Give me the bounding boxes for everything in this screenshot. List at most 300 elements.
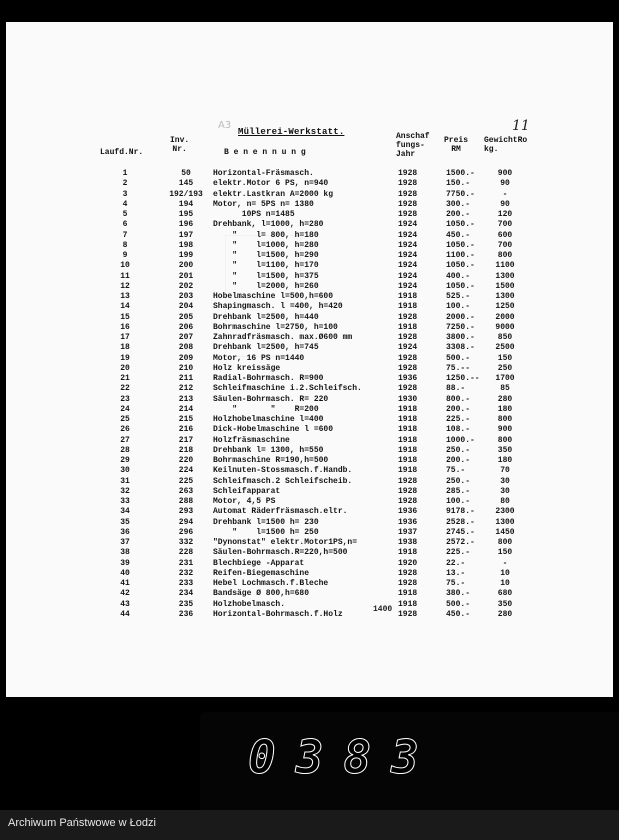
table-row [100, 272, 540, 282]
cell-laufd-nr: 10 [120, 261, 130, 271]
archive-label: Archiwum Państwowe w Łodzi [8, 817, 156, 829]
cell-inv-nr: 220 [178, 456, 194, 465]
cell-laufd-nr: 17 [120, 333, 130, 342]
cell-weight: 90 [500, 199, 510, 209]
cell-price: 2572.- [446, 538, 475, 547]
cell-inv-nr: 218 [178, 445, 194, 455]
cell-weight: 350 [497, 445, 513, 455]
inventory-table [100, 169, 540, 620]
cell-year: 1918 [398, 404, 418, 414]
cell-year: 1924 [398, 251, 418, 260]
cell-weight: - [502, 558, 508, 568]
cell-year: 1924 [398, 281, 418, 291]
cell-price: 1000.- [446, 435, 475, 445]
cell-laufd-nr: 23 [120, 394, 130, 404]
cell-inv-nr: 203 [178, 292, 194, 301]
cell-year: 1936 [398, 374, 418, 383]
table-row [100, 497, 540, 507]
cell-price: 100.- [446, 302, 471, 312]
cell-laufd-nr: 33 [120, 497, 130, 506]
cell-benennung: elektr.Lastkran A=2000 kg [213, 189, 334, 199]
cell-inv-nr: 332 [178, 538, 194, 547]
cell-year: 1930 [398, 394, 418, 404]
cell-year: 1918 [398, 599, 418, 609]
cell-laufd-nr: 40 [120, 568, 130, 578]
cell-laufd-nr: 37 [120, 538, 130, 547]
cell-price: 225.- [446, 548, 471, 558]
cell-benennung: Motor, n= 5PS n= 1380 [213, 199, 314, 209]
cell-benennung: Holzhobelmasch. [213, 599, 286, 609]
table-row [100, 507, 540, 517]
cell-benennung: Säulen-Bohrmasch.R=220,h=500 [213, 548, 348, 558]
cell-laufd-nr: 42 [120, 589, 130, 599]
cell-year: 1928 [398, 210, 418, 219]
table-row [100, 282, 540, 292]
cell-inv-nr: 232 [178, 568, 194, 578]
cell-weight: 350 [497, 599, 513, 609]
cell-inv-nr: 215 [178, 415, 194, 424]
cell-benennung: " l=1500 h= 250 [213, 527, 319, 537]
cell-inv-nr: 228 [178, 548, 194, 558]
cell-price: 75.-- [446, 363, 471, 373]
cell-benennung: Motor, 16 PS n=1440 [213, 353, 305, 363]
cell-price: 200.- [446, 210, 471, 219]
header-preis: Preis RM [444, 136, 469, 154]
cell-price: 380.- [446, 589, 471, 599]
cell-price: 300.- [446, 199, 471, 209]
cell-inv-nr: 293 [178, 507, 194, 517]
cell-benennung: " l=1500, h=290 [213, 251, 319, 260]
document-title: Müllerei-Werkstatt. [238, 127, 345, 137]
cell-weight: 800 [497, 435, 513, 445]
cell-benennung: Drehbank l=2500, h=745 [213, 343, 319, 353]
cell-price: 500.- [446, 353, 471, 363]
cell-weight: 900 [497, 169, 513, 178]
cell-price: 1050.- [446, 240, 475, 250]
cell-price: 450.- [446, 230, 471, 240]
cell-inv-nr: 234 [178, 589, 194, 599]
table-row [100, 364, 540, 374]
header-laufd-nr: Laufd.Nr. [100, 148, 144, 157]
cell-price: 13.- [446, 568, 466, 578]
cell-weight: 680 [497, 589, 513, 599]
cell-price: 2745.- [446, 527, 475, 537]
cell-inv-nr: 206 [178, 322, 194, 332]
cell-year: 1924 [398, 343, 418, 353]
cell-weight: 600 [497, 230, 513, 240]
table-row [100, 302, 540, 312]
cell-benennung: Drehbank l=2500, h=440 [213, 312, 319, 322]
cell-benennung: Schleifmasch.2 Schleifscheib. [213, 476, 353, 486]
cell-year: 1918 [398, 589, 418, 599]
cell-laufd-nr: 29 [120, 456, 130, 465]
cell-price: 1050.- [446, 220, 475, 230]
cell-inv-nr: 208 [178, 343, 194, 353]
cell-year: 1938 [398, 538, 418, 547]
cell-weight: 1250 [495, 302, 515, 312]
cell-benennung: Zahnradfräsmasch. max.Ø600 mm [213, 333, 353, 342]
cell-year: 1924 [398, 271, 418, 281]
cell-price: 150.- [446, 179, 471, 189]
cell-price: 9178.- [446, 507, 475, 517]
cell-inv-nr: 145 [178, 179, 194, 189]
cell-weight: 90 [500, 179, 510, 189]
cell-laufd-nr: 32 [120, 486, 130, 496]
cell-price: 225.- [446, 415, 471, 424]
cell-year: 1928 [398, 497, 418, 506]
cell-weight: 1100 [495, 261, 515, 271]
table-row [100, 477, 540, 487]
table-row [100, 395, 540, 405]
cell-price: 450.- [446, 609, 471, 619]
table-row [100, 579, 540, 589]
cell-laufd-nr: 24 [120, 404, 130, 414]
cell-benennung: Motor, 4,5 PS [213, 497, 276, 506]
cell-benennung: Automat Räderfräsmasch.eltr. [213, 507, 348, 517]
margin-note: 1400 [373, 605, 393, 614]
cell-weight: 30 [500, 476, 510, 486]
cell-laufd-nr: 34 [120, 507, 130, 517]
cell-weight: 280 [497, 394, 513, 404]
cell-year: 1918 [398, 435, 418, 445]
cell-benennung: " l=1000, h=280 [213, 240, 319, 250]
cell-inv-nr: 214 [178, 404, 194, 414]
cell-year: 1918 [398, 456, 418, 465]
cell-laufd-nr: 27 [120, 435, 130, 445]
cell-laufd-nr: 15 [120, 312, 130, 322]
cell-year: 1918 [398, 445, 418, 455]
cell-weight: 180 [497, 404, 513, 414]
cell-benennung: " l=1500, h=375 [213, 271, 319, 281]
table-row [100, 559, 540, 569]
table-row [100, 569, 540, 579]
cell-inv-nr: 288 [178, 497, 194, 506]
cell-year: 1928 [398, 199, 418, 209]
cell-year: 1918 [398, 322, 418, 332]
cell-inv-nr: 198 [178, 240, 194, 250]
cell-inv-nr: 204 [178, 302, 194, 312]
cell-benennung: Holzhobelmaschine l=400 [213, 415, 324, 424]
cell-inv-nr: 192/193 [169, 189, 203, 199]
cell-year: 1937 [398, 527, 418, 537]
cell-weight: 800 [497, 415, 513, 424]
table-row [100, 446, 540, 456]
cell-price: 1100.- [446, 251, 475, 260]
cell-weight: 10 [500, 568, 510, 578]
cell-laufd-nr: 12 [120, 281, 130, 291]
cell-year: 1936 [398, 517, 418, 527]
table-row [100, 169, 540, 179]
cell-weight: 280 [497, 609, 513, 619]
cell-inv-nr: 224 [178, 466, 194, 476]
cell-laufd-nr: 6 [122, 220, 128, 230]
cell-laufd-nr: 7 [122, 230, 128, 240]
table-row [100, 466, 540, 476]
cell-benennung: Drehbank l= 1300, h=550 [213, 445, 324, 455]
cell-laufd-nr: 18 [120, 343, 130, 353]
table-row [100, 415, 540, 425]
cell-inv-nr: 216 [178, 425, 194, 435]
cell-laufd-nr: 36 [120, 527, 130, 537]
cell-year: 1928 [398, 384, 418, 394]
cell-weight: 700 [497, 220, 513, 230]
header-benennung: B e n e n n u n g [224, 148, 306, 157]
cell-benennung: Horizontal-Fräsmasch. [213, 169, 314, 178]
cell-year: 1928 [398, 312, 418, 322]
cell-price: 100.- [446, 497, 471, 506]
cell-inv-nr: 207 [178, 333, 194, 342]
cell-weight: - [502, 189, 508, 199]
cell-inv-nr: 211 [178, 374, 194, 383]
cell-weight: 85 [500, 384, 510, 394]
cell-weight: 1300 [495, 271, 515, 281]
cell-weight: 1700 [495, 374, 515, 383]
cell-year: 1918 [398, 415, 418, 424]
cell-inv-nr: 209 [178, 353, 194, 363]
cell-laufd-nr: 11 [120, 271, 130, 281]
cell-year: 1928 [398, 169, 418, 178]
cell-inv-nr: 201 [178, 271, 194, 281]
table-row [100, 610, 540, 620]
cell-year: 1918 [398, 425, 418, 435]
cell-year: 1928 [398, 609, 418, 619]
cell-weight: 2300 [495, 507, 515, 517]
cell-price: 88.- [446, 384, 466, 394]
table-row [100, 179, 540, 189]
table-row [100, 292, 540, 302]
cell-laufd-nr: 43 [120, 599, 130, 609]
cell-benennung: " l= 800, h=180 [213, 230, 319, 240]
cell-laufd-nr: 14 [120, 302, 130, 312]
cell-weight: 1300 [495, 292, 515, 301]
cell-weight: 120 [497, 210, 513, 219]
cell-price: 2000.- [446, 312, 475, 322]
cell-inv-nr: 217 [178, 435, 194, 445]
cell-weight: 1500 [495, 281, 515, 291]
cell-laufd-nr: 19 [120, 353, 130, 363]
cell-inv-nr: 197 [178, 230, 194, 240]
cell-inv-nr: 296 [178, 527, 194, 537]
document-page [6, 22, 613, 697]
cell-inv-nr: 294 [178, 517, 194, 527]
cell-benennung: Shapingmasch. l =400, h=420 [213, 302, 343, 312]
table-row [100, 220, 540, 230]
cell-laufd-nr: 20 [120, 363, 130, 373]
cell-weight: 80 [500, 497, 510, 506]
table-row [100, 323, 540, 333]
table-row [100, 425, 540, 435]
cell-year: 1924 [398, 230, 418, 240]
cell-inv-nr: 263 [178, 486, 194, 496]
cell-inv-nr: 50 [181, 169, 191, 178]
cell-year: 1928 [398, 363, 418, 373]
page-number: 11 [512, 118, 530, 134]
cell-year: 1928 [398, 568, 418, 578]
cell-inv-nr: 199 [178, 251, 194, 260]
cell-price: 250.- [446, 476, 471, 486]
cell-inv-nr: 212 [178, 384, 194, 394]
cell-price: 200.- [446, 404, 471, 414]
cell-laufd-nr: 8 [122, 240, 128, 250]
cell-inv-nr: 210 [178, 363, 194, 373]
archive-footer [0, 810, 619, 840]
cell-weight: 1300 [495, 517, 515, 527]
film-frame-digits: 0383 [248, 730, 439, 784]
inventory-sheet [100, 110, 540, 620]
table-row [100, 313, 540, 323]
cell-price: 200.- [446, 456, 471, 465]
cell-inv-nr: 194 [178, 199, 194, 209]
cell-year: 1928 [398, 189, 418, 199]
header-anschaffungsjahr: Anschaf fungs- Jahr [396, 132, 430, 159]
table-row [100, 487, 540, 497]
cell-inv-nr: 233 [178, 579, 194, 588]
table-row [100, 384, 540, 394]
cell-year: 1918 [398, 292, 418, 301]
cell-price: 1050.- [446, 281, 475, 291]
cell-year: 1936 [398, 507, 418, 517]
cell-price: 2528.- [446, 517, 475, 527]
cell-laufd-nr: 26 [120, 425, 130, 435]
cell-year: 1924 [398, 220, 418, 230]
cell-benennung: Dick-Hobelmaschine l =600 [213, 425, 334, 435]
cell-weight: 700 [497, 240, 513, 250]
cell-year: 1928 [398, 476, 418, 486]
cell-price: 75.- [446, 466, 466, 476]
cell-price: 3308.- [446, 343, 475, 353]
cell-benennung: Hebel Lochmasch.f.Bleche [213, 579, 329, 588]
table-row [100, 538, 540, 548]
cell-benennung: Drehbank, l=1000, h=280 [213, 220, 324, 230]
cell-weight: 2500 [495, 343, 515, 353]
cell-benennung: Radial-Bohrmasch. R=900 [213, 374, 324, 383]
cell-inv-nr: 213 [178, 394, 194, 404]
table-row [100, 456, 540, 466]
table-row [100, 261, 540, 271]
cell-laufd-nr: 21 [120, 374, 130, 383]
cell-benennung: Keilnuten-Stossmasch.f.Handb. [213, 466, 353, 476]
archive-stamp: A3 [218, 120, 232, 131]
cell-laufd-nr: 3 [122, 189, 128, 199]
cell-year: 1918 [398, 466, 418, 476]
cell-year: 1928 [398, 333, 418, 342]
cell-laufd-nr: 4 [122, 199, 128, 209]
table-row [100, 333, 540, 343]
cell-weight: 150 [497, 353, 513, 363]
cell-year: 1928 [398, 486, 418, 496]
cell-benennung: Reifen-Biegemaschine [213, 568, 310, 578]
cell-weight: 70 [500, 466, 510, 476]
cell-weight: 2000 [495, 312, 515, 322]
cell-benennung: Holz kreissäge [213, 363, 281, 373]
header-inv-nr: Inv. Nr. [170, 136, 190, 154]
cell-benennung: "Dynonstat" elektr.Motor1PS,n= [213, 538, 358, 547]
cell-year: 1920 [398, 558, 418, 568]
cell-inv-nr: 200 [178, 261, 194, 271]
cell-price: 108.- [446, 425, 471, 435]
table-row [100, 251, 540, 261]
table-row [100, 374, 540, 384]
cell-year: 1918 [398, 548, 418, 558]
cell-weight: 10 [500, 579, 510, 588]
cell-laufd-nr: 5 [122, 210, 128, 219]
header-gewicht: GewichtRo kg. [484, 136, 528, 154]
cell-year: 1918 [398, 302, 418, 312]
cell-weight: 1450 [495, 527, 515, 537]
cell-benennung: Bohrmaschine R=190,h=500 [213, 456, 329, 465]
cell-benennung: Drehbank l=1500 h= 230 [213, 517, 319, 527]
cell-laufd-nr: 39 [120, 558, 130, 568]
cell-benennung: Schleifmaschine i.2.Schleifsch. [213, 384, 362, 394]
cell-benennung: Bohrmaschine l=2750, h=100 [213, 322, 338, 332]
cell-laufd-nr: 44 [120, 609, 130, 619]
cell-weight: 850 [497, 333, 513, 342]
cell-price: 7250.- [446, 322, 475, 332]
cell-laufd-nr: 16 [120, 322, 130, 332]
cell-price: 525.- [446, 292, 471, 301]
film-frame-number [200, 712, 619, 812]
cell-benennung: " " R=200 [213, 404, 319, 414]
cell-inv-nr: 196 [178, 220, 194, 230]
cell-inv-nr: 195 [178, 210, 194, 219]
cell-price: 800.- [446, 394, 471, 404]
table-row [100, 354, 540, 364]
cell-laufd-nr: 1 [122, 169, 128, 178]
cell-price: 500.- [446, 599, 471, 609]
cell-benennung: Bandsäge Ø 800,h=680 [213, 589, 310, 599]
cell-weight: 900 [497, 425, 513, 435]
cell-year: 1928 [398, 179, 418, 189]
cell-laufd-nr: 22 [120, 384, 130, 394]
cell-inv-nr: 235 [178, 599, 194, 609]
cell-price: 22.- [446, 558, 466, 568]
table-row [100, 528, 540, 538]
cell-laufd-nr: 38 [120, 548, 130, 558]
cell-inv-nr: 236 [178, 609, 194, 619]
cell-price: 1050.- [446, 261, 475, 271]
cell-year: 1928 [398, 579, 418, 588]
cell-weight: 150 [497, 548, 513, 558]
cell-price: 75.- [446, 579, 466, 588]
cell-benennung: Horizontal-Bohrmasch.f.Holz [213, 609, 343, 619]
cell-price: 285.- [446, 486, 471, 496]
table-row [100, 190, 540, 200]
cell-benennung: Säulen-Bohrmasch. R= 220 [213, 394, 329, 404]
table-row [100, 436, 540, 446]
table-row [100, 518, 540, 528]
cell-weight: 800 [497, 251, 513, 260]
cell-inv-nr: 231 [178, 558, 194, 568]
table-row [100, 231, 540, 241]
cell-benennung: Hobelmaschine l=500,h=600 [213, 292, 334, 301]
cell-benennung: " l=2000, h=260 [213, 281, 319, 291]
cell-benennung: Holzfräsmaschine [213, 435, 290, 445]
cell-inv-nr: 225 [178, 476, 194, 486]
table-row [100, 405, 540, 415]
cell-laufd-nr: 9 [122, 251, 128, 260]
cell-laufd-nr: 35 [120, 517, 130, 527]
cell-benennung: elektr.Motor 6 PS, n=940 [213, 179, 329, 189]
cell-year: 1924 [398, 261, 418, 271]
cell-laufd-nr: 28 [120, 445, 130, 455]
table-row [100, 241, 540, 251]
cell-price: 3800.- [446, 333, 475, 342]
table-row [100, 210, 540, 220]
cell-price: 250.- [446, 445, 471, 455]
cell-laufd-nr: 13 [120, 292, 130, 301]
cell-inv-nr: 205 [178, 312, 194, 322]
cell-inv-nr: 202 [178, 281, 194, 291]
